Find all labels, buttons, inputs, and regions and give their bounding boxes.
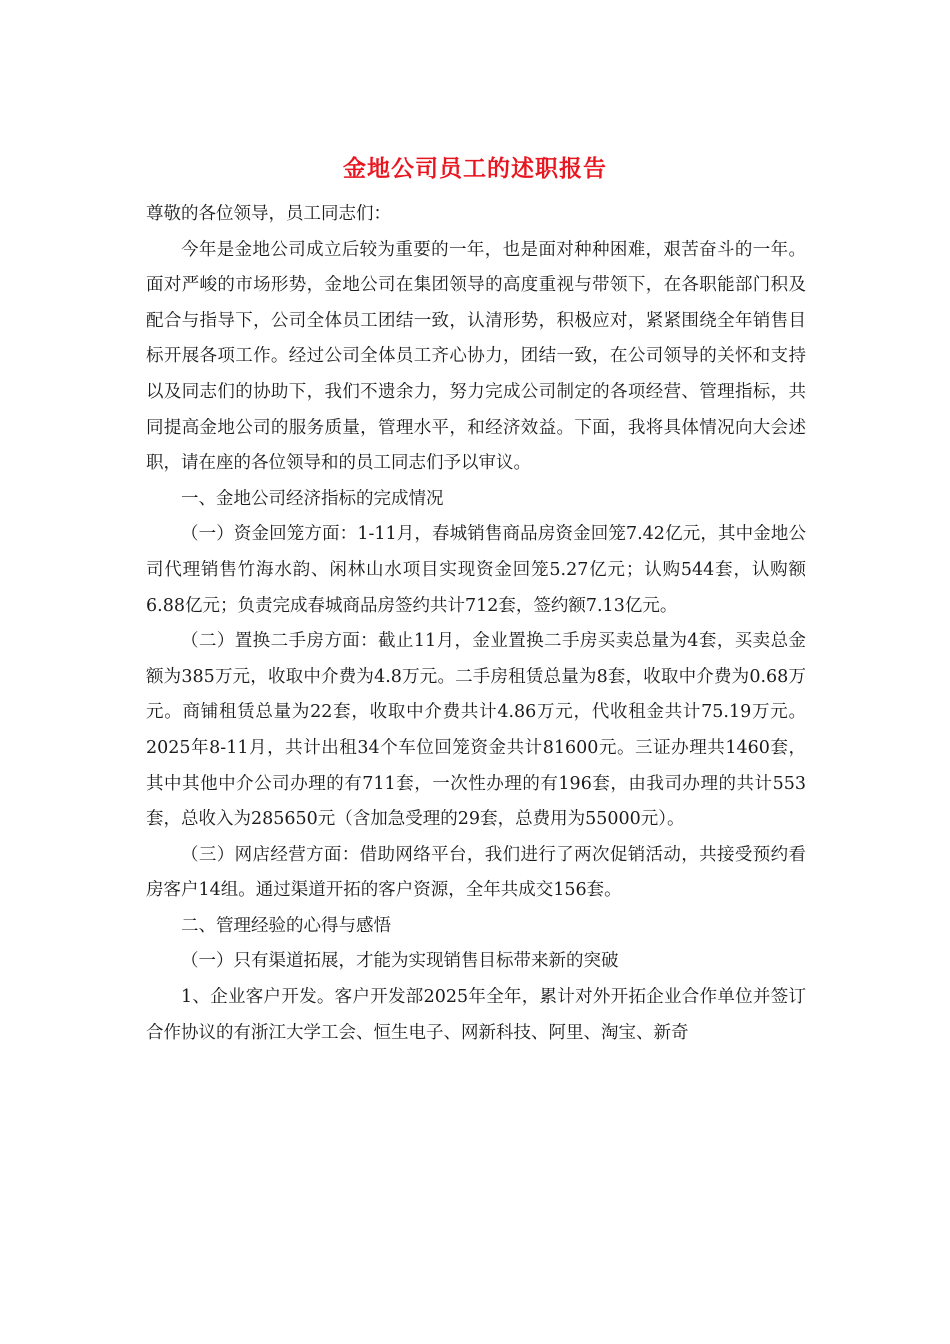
subsection-heading-2-1: （一）只有渠道拓展，才能为实现销售目标带来新的突破 [181,951,619,972]
subsection-paragraph-1-3: （三）网店经营方面：借助网络平台，我们进行了两次促销活动，共接受预约看房客户14组。通过渠道开拓的客户资源，全年共成交156套。 [146,844,806,901]
list-item-paragraph: 1、企业客户开发。客户开发部2025年全年，累计对外开拓企业合作单位并签订合作协议的有浙江大学工会、恒生电子、网新科技、阿里、淘宝、新奇 [146,987,806,1043]
document-title: 金地公司员工的述职报告 [343,155,607,182]
intro-paragraph: 今年是金地公司成立后较为重要的一年，也是面对种种困难，艰苦奋斗的一年。面对严峻的市场形势，金地公司在集团领导的高度重视与带领下，在各职能部门积及配合与指导下，公司全体员工团结一致，认清形势，积极应对，紧紧围绕全年销售目标开展各项工作。经过公司全体员工齐心协力，团结一致，在公司领导的关怀和支持以及同志们的协助下，我们不遗余力，努力完成公司制定的各项经营、管理指标，共同提高金地公司的服务质量，管理水平，和经济效益。下面，我将具体情况向大会述职，请在座的各位领导和的员工同志们予以审议。 [146,239,806,474]
document-body [146,197,806,1051]
subsection-paragraph-1-1: （一）资金回笼方面：1-11月，春城销售商品房资金回笼7.42亿元，其中金地公司代理销售竹海水韵、闲林山水项目实现资金回笼5.27亿元；认购544套，认购额6.88亿元；负责完成春城商品房签约共计712套，签约额7.13亿元。 [146,524,806,616]
section-heading-2: 二、管理经验的心得与感悟 [181,915,391,936]
subsection-paragraph-1-2: （二）置换二手房方面：截止11月，金业置换二手房买卖总量为4套，买卖总金额为385万元，收取中介费为4.8万元。二手房租赁总量为8套，收取中介费为0.68万元。商铺租赁总量为22套，收取中介费共计4.86万元，代收租金共计75.19万元。2025年8-11月，共计出租34个车位回笼资金共计81600元。三证办理共1460套，其中其他中介公司办理的有711套，一次性办理的有196套，由我司办理的共计553套，总收入为285650元（含加急受理的29套，总费用为55000元）。 [146,631,806,830]
salutation-paragraph: 尊敬的各位领导，员工同志们： [146,204,391,224]
section-heading-1: 一、金地公司经济指标的完成情况 [181,488,444,509]
